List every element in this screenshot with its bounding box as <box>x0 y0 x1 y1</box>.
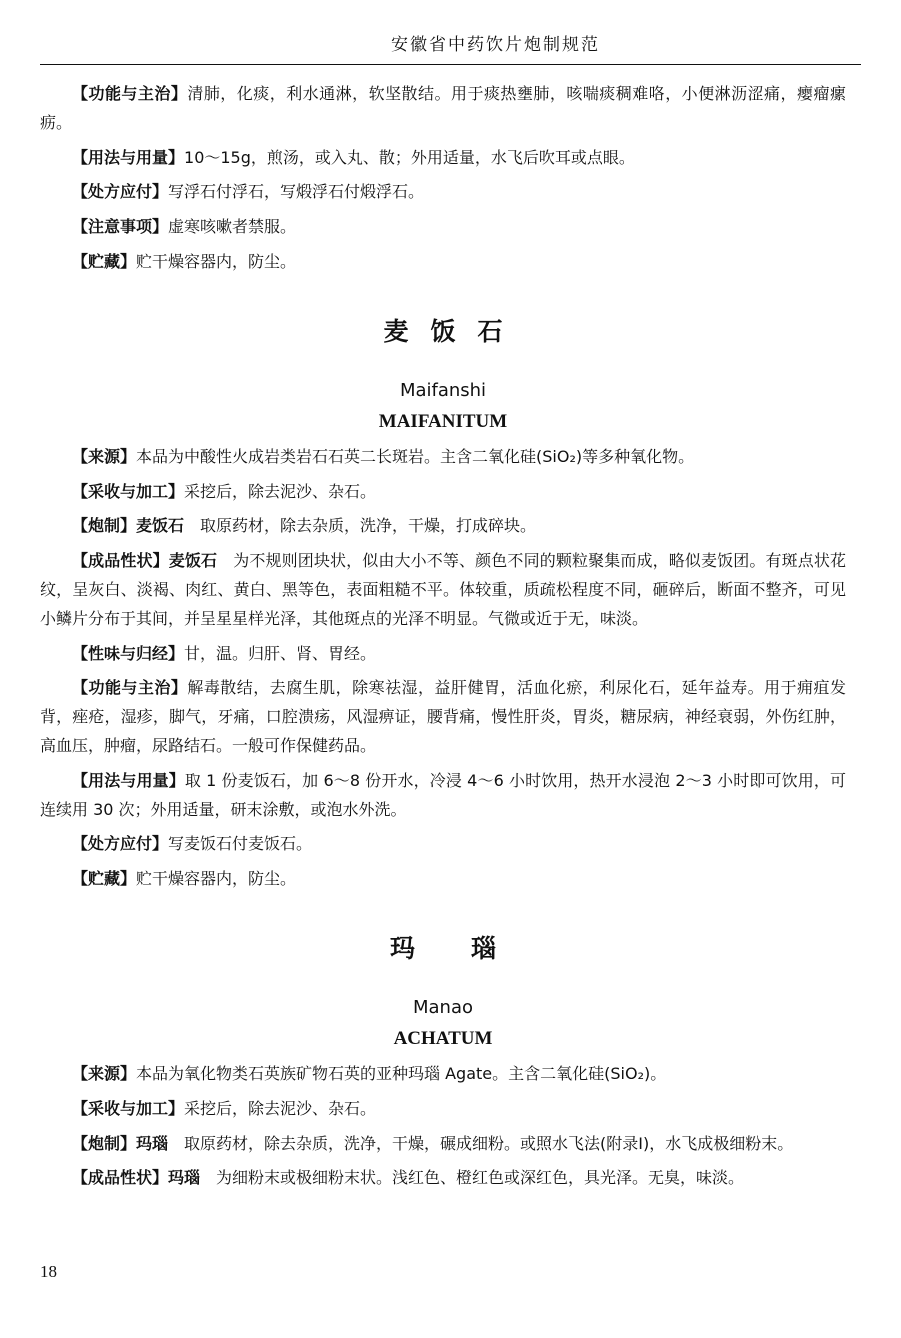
entry-harvest: 【采收与加工】采挖后，除去泥沙、杂石。 <box>72 1098 377 1118</box>
page-number: 18 <box>40 1262 57 1281</box>
page-content <box>40 80 846 1199</box>
entry-dosage: 【用法与用量】取 1 份麦饭石，加 6～8 份开水，冷浸 4～6 小时饮用，热开水浸泡 2～3 小时即可饮用，可连续用 30 次；外用适量，研末涂敷，或泡水外洗。 <box>40 770 846 819</box>
entry-storage: 【贮藏】贮干燥容器内，防尘。 <box>72 869 297 889</box>
entry-function: 【功能与主治】清肺，化痰，利水通淋，软坚散结。用于痰热壅肺，咳喘痰稠难咯，小便淋沥涩痛，瘿瘤瘰疬。 <box>40 84 846 132</box>
entry-source: 【来源】本品为中酸性火成岩类岩石石英二长斑岩。主含二氧化硅(SiO₂)等多种氧化物。 <box>72 446 695 466</box>
entry-prescription: 【处方应付】写麦饭石付麦饭石。 <box>72 834 313 854</box>
entry-harvest: 【采收与加工】采挖后，除去泥沙、杂石。 <box>72 481 377 501</box>
monograph-maifanshi <box>40 315 846 894</box>
monograph-pinyin: Manao <box>412 996 473 1018</box>
entry-storage: 【贮藏】贮干燥容器内，防尘。 <box>72 251 297 271</box>
entry-dosage: 【用法与用量】10～15g，煎汤，或入丸、散；外用适量，水飞后吹耳或点眼。 <box>72 147 635 167</box>
running-header: 安徽省中药饮片炮制规范 <box>391 35 600 55</box>
entry-description: 【成品性状】玛瑙 为细粉末或极细粉末状。浅红色、橙红色或深红色，具光泽。无臭，味淡。 <box>72 1168 745 1188</box>
entry-processing: 【炮制】玛瑙 取原药材，除去杂质，洗净，干燥，碾成细粉。或照水飞法(附录Ⅰ)，水飞成极细粉末。 <box>72 1133 794 1153</box>
entry-processing: 【炮制】麦饭石 取原药材，除去杂质，洗净，干燥，打成碎块。 <box>72 516 537 536</box>
prev-section <box>40 80 846 277</box>
entry-function: 【功能与主治】解毒散结，去腐生肌，除寒祛湿，益肝健胃，活血化瘀，利尿化石，延年益寿。用于痈疽发背，痤疮，湿疹，脚气，牙痛，口腔溃疡，风湿痹证，腰背痛，慢性肝炎，胃炎，糖尿病，神经衰弱，外伤红肿，高血压，肿瘤，尿路结石。一般可作保健药品。 <box>40 678 846 755</box>
entry-precautions: 【注意事项】虚寒咳嗽者禁服。 <box>72 217 297 237</box>
monograph-manao <box>40 932 846 1193</box>
entry-prescription: 【处方应付】写浮石付浮石，写煅浮石付煅浮石。 <box>72 182 425 202</box>
monograph-pinyin: Maifanshi <box>399 379 487 401</box>
monograph-latin-name: MAIFANITUM <box>378 410 508 432</box>
header-rule <box>40 64 861 65</box>
entry-source: 【来源】本品为氧化物类石英族矿物石英的亚种玛瑙 Agate。主含二氧化硅(SiO₂)。 <box>72 1063 667 1083</box>
entry-nature-meridian: 【性味与归经】甘，温。归肝、肾、胃经。 <box>72 643 377 663</box>
entry-description: 【成品性状】麦饭石 为不规则团块状，似由大小不等、颜色不同的颗粒聚集而成，略似麦饭团。有斑点状花纹，呈灰白、淡褐、肉红、黄白、黑等色，表面粗糙不平。体较重，质疏松程度不同，砸碎后，断面不整齐，可见小鳞片分布于其间，并呈星星样光泽，其他斑点的光泽不明显。气微或近于无，味淡。 <box>40 551 846 628</box>
monograph-title: 麦饭石 <box>383 316 525 346</box>
monograph-latin-name: ACHATUM <box>393 1027 493 1049</box>
monograph-title: 玛瑙 <box>389 933 552 963</box>
